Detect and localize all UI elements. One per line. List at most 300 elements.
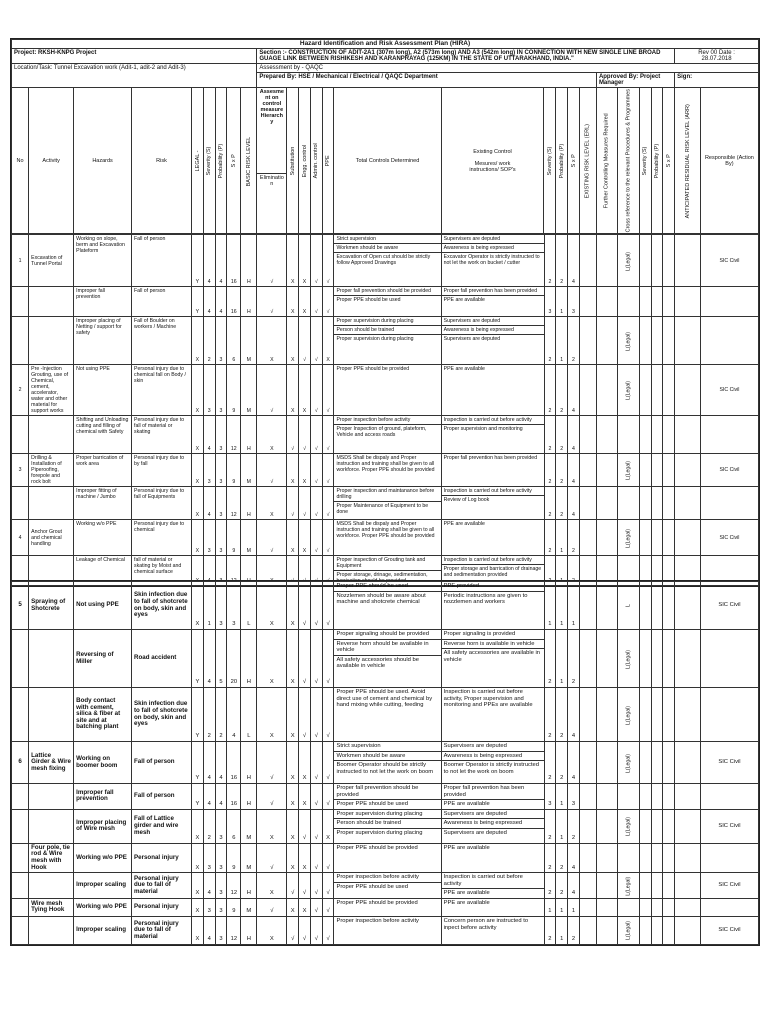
row-existing xyxy=(441,688,544,742)
row-e-probability: 1 xyxy=(556,287,568,317)
col-anticipated xyxy=(675,88,701,234)
row-probability: 2 xyxy=(215,688,227,742)
row-hazard: Improper fall prevention xyxy=(74,784,132,810)
row-severity: 4 xyxy=(203,916,215,944)
col-elimination: Elimination xyxy=(257,174,287,234)
row-controls xyxy=(334,809,441,843)
row-probability: 3 xyxy=(215,487,227,520)
row-a-severity xyxy=(639,365,651,416)
row-controls-line: Proper PPE should be used. Avoid direct use of cement and chemical by hand mixing while cutting, feeding xyxy=(336,689,433,709)
row-basic-risk: H xyxy=(241,873,257,899)
row-a-sxp xyxy=(663,688,675,742)
row-responsible xyxy=(700,487,758,520)
row-no xyxy=(12,287,29,317)
row-sxp: 16 xyxy=(227,742,241,784)
row-no xyxy=(12,317,29,365)
row-e-probability: 2 xyxy=(556,235,568,287)
row-existing xyxy=(441,630,544,688)
row-no xyxy=(12,630,29,688)
row-substitution: X xyxy=(287,520,299,556)
row-arr xyxy=(675,916,701,944)
row-probability: 4 xyxy=(215,784,227,810)
row-existing-line: Proper storage and barrication of drainage and sedimentation provided xyxy=(443,566,542,579)
table-row xyxy=(12,416,759,454)
row-engg: √ xyxy=(299,416,311,454)
instructions-label: instructions/ SOP's xyxy=(469,166,516,173)
row-existing-line: Supervisers are deputed xyxy=(442,810,544,820)
row-e-severity: 2 xyxy=(544,317,556,365)
row-e-sxp: 2 xyxy=(568,317,580,365)
row-further xyxy=(597,317,618,365)
row-crossref: L(Legal) xyxy=(618,809,639,843)
row-controls-line: Proper signaling should be provided xyxy=(334,630,440,640)
row-risk: Fall of person xyxy=(132,287,192,317)
row-a-probability xyxy=(651,416,663,454)
row-existing-line: Proper supervision and monitoring xyxy=(443,426,523,433)
row-risk: Personal injury xyxy=(132,898,192,916)
row-controls-line: All safety accessories should be available in vehicle xyxy=(336,656,419,670)
row-existing-line: PPE are available xyxy=(443,801,490,808)
row-sxp: 9 xyxy=(227,843,241,872)
table-row xyxy=(12,487,759,520)
row-further xyxy=(597,487,618,520)
row-e-severity: 2 xyxy=(544,520,556,556)
row-probability: 3 xyxy=(215,582,227,630)
row-existing-line: PPE are available xyxy=(443,521,485,528)
row-controls-line: Proper supervision during placing xyxy=(334,317,440,326)
row-admin: √ xyxy=(310,843,322,872)
row-basic-risk: H xyxy=(241,416,257,454)
row-no xyxy=(12,784,29,810)
row-basic-risk: H xyxy=(241,742,257,784)
row-crossref xyxy=(618,843,639,872)
row-e-sxp: 4 xyxy=(568,416,580,454)
row-existing-line: Proper fall prevention has been provided xyxy=(442,784,544,800)
row-responsible: SIC Civil xyxy=(700,365,758,416)
row-basic-risk: H xyxy=(241,784,257,810)
row-basic-risk: M xyxy=(241,843,257,872)
row-legal: X xyxy=(192,520,204,556)
row-controls xyxy=(334,784,441,810)
row-activity xyxy=(29,916,74,944)
row-no xyxy=(12,873,29,899)
row-no xyxy=(12,809,29,843)
row-existing-risk xyxy=(579,784,596,810)
row-controls xyxy=(334,873,441,899)
row-sxp: 6 xyxy=(227,317,241,365)
row-activity xyxy=(29,416,74,454)
row-responsible: SIC Civil xyxy=(700,582,758,630)
row-existing-line: Boomer Operator is strictly instructed to not let the work on boom xyxy=(443,762,539,775)
row-basic-risk: M xyxy=(241,317,257,365)
row-elimination: X xyxy=(257,916,287,944)
row-existing-risk xyxy=(579,873,596,899)
row-ppe: √ xyxy=(322,454,334,487)
row-no xyxy=(12,416,29,454)
row-probability: 3 xyxy=(215,873,227,899)
row-existing-line: PPE provided xyxy=(442,582,544,592)
row-severity: 4 xyxy=(203,784,215,810)
row-controls-line: Proper fall prevention should be provided xyxy=(334,784,440,800)
row-ppe: √ xyxy=(322,688,334,742)
row-activity xyxy=(29,809,74,843)
row-existing-risk xyxy=(579,287,596,317)
row-a-sxp xyxy=(663,520,675,556)
row-no xyxy=(12,898,29,916)
row-a-probability xyxy=(651,365,663,416)
row-no: 3 xyxy=(12,454,29,487)
row-a-sxp xyxy=(663,809,675,843)
row-responsible xyxy=(700,843,758,872)
row-probability: 4 xyxy=(215,235,227,287)
row-admin: √ xyxy=(310,317,322,365)
row-probability: 3 xyxy=(215,556,227,586)
row-risk: Skin infection due to fall of shotcrete on body, skin and eyes xyxy=(132,688,192,742)
row-e-probability: 2 xyxy=(556,454,568,487)
row-no: 6 xyxy=(12,742,29,784)
row-sxp: 12 xyxy=(227,416,241,454)
row-ppe: √ xyxy=(322,843,334,872)
row-a-severity xyxy=(639,520,651,556)
assessment-by: Assessment by - QAQC xyxy=(257,64,759,73)
row-severity: 4 xyxy=(203,235,215,287)
row-arr xyxy=(675,416,701,454)
table-row xyxy=(12,365,759,416)
row-sxp: 3 xyxy=(227,582,241,630)
row-engg: X xyxy=(299,843,311,872)
row-hazard: Body contact with cement, silica & fiber at site and at batching plant xyxy=(74,688,132,742)
row-ppe: √ xyxy=(322,365,334,416)
row-basic-risk: H xyxy=(241,630,257,688)
row-a-severity xyxy=(639,487,651,520)
row-a-severity xyxy=(639,416,651,454)
location-task: Location/Task: Tunnel Excavation work (Adit-1, adit-2 and Adit-3) xyxy=(12,64,257,88)
col-risk: Risk xyxy=(132,88,192,234)
row-basic-risk: H xyxy=(241,556,257,586)
row-responsible: SIC Civil xyxy=(700,235,758,287)
hira-sheet-page-1 xyxy=(10,38,760,587)
row-hazard: Proper barrication of work area xyxy=(74,454,132,487)
row-hazard: Improper placing of Netting / support for safety xyxy=(74,317,132,365)
table-row xyxy=(12,742,759,784)
col-e-sxp: S x P xyxy=(568,88,580,234)
row-substitution: √ xyxy=(287,556,299,586)
row-controls-line: Proper fall prevention should be provided xyxy=(334,287,440,296)
row-a-probability xyxy=(651,809,663,843)
row-legal: X xyxy=(192,843,204,872)
row-hazard: Working w/o PPE xyxy=(74,898,132,916)
row-controls-line: MSDS Shall be dispaly and Proper instruction and training shall be given to all workforce. Proper PPE should be provided xyxy=(336,455,435,474)
row-engg: √ xyxy=(299,916,311,944)
col-a-severity: Severity (S) xyxy=(639,88,651,234)
row-risk: Personal injury due to chemical fall on Body / skin xyxy=(132,365,192,416)
row-legal: X xyxy=(192,809,204,843)
row-arr xyxy=(675,317,701,365)
row-activity: Four pole, tie rod & Wire mesh with Hook xyxy=(29,843,74,872)
row-existing-line: Supervisers are deputed xyxy=(443,829,507,836)
row-sxp: 9 xyxy=(227,365,241,416)
row-e-sxp: 4 xyxy=(568,454,580,487)
row-existing-line: Inspection is carried out before activity xyxy=(442,556,544,565)
row-activity: Drilling & Installation of Piperoofing, forepole and rock bolt xyxy=(29,454,74,487)
row-further xyxy=(597,916,618,944)
row-existing xyxy=(441,287,544,317)
existing-control-label: Existing Control xyxy=(473,148,512,155)
row-substitution: X xyxy=(287,582,299,630)
row-existing-line: PPE are available xyxy=(443,890,490,897)
row-e-sxp: 2 xyxy=(568,630,580,688)
row-elimination: X xyxy=(257,630,287,688)
row-existing xyxy=(441,784,544,810)
row-sxp: 12 xyxy=(227,873,241,899)
row-crossref xyxy=(618,784,639,810)
row-admin: √ xyxy=(310,235,322,287)
row-elimination: X xyxy=(257,688,287,742)
row-severity: 3 xyxy=(203,520,215,556)
row-responsible: SIC Civil xyxy=(700,916,758,944)
row-controls-line: Workmen should be aware xyxy=(334,752,440,762)
row-existing-line: Awareness is being expressed xyxy=(442,819,544,829)
row-hazard: Working w/o PPE xyxy=(74,843,132,872)
row-existing-line: Excavator Operator is strictly instructed to not let the work on bucket / cutter xyxy=(443,254,540,267)
row-e-sxp: 2 xyxy=(568,916,580,944)
row-arr xyxy=(675,454,701,487)
row-a-probability xyxy=(651,843,663,872)
row-a-sxp xyxy=(663,630,675,688)
hira-header-table xyxy=(11,39,759,234)
row-activity: Excavation of Tunnel Portal xyxy=(29,235,74,287)
row-existing-risk xyxy=(579,630,596,688)
row-ppe: X xyxy=(322,809,334,843)
row-a-severity xyxy=(639,873,651,899)
row-hazard: Not using PPE xyxy=(74,365,132,416)
row-legal: X xyxy=(192,556,204,586)
row-existing-line: Reverse horn is available in vehicle xyxy=(442,640,544,650)
row-arr xyxy=(675,287,701,317)
col-admin: Admin. control xyxy=(310,88,322,234)
approved-by: Approved By: Project Manager xyxy=(596,73,674,88)
row-crossref xyxy=(618,898,639,916)
row-no: 1 xyxy=(12,235,29,287)
row-a-sxp xyxy=(663,416,675,454)
row-further xyxy=(597,873,618,899)
row-severity: 4 xyxy=(203,556,215,586)
row-existing xyxy=(441,843,544,872)
row-arr xyxy=(675,898,701,916)
row-legal: X xyxy=(192,898,204,916)
row-e-severity: 1 xyxy=(544,898,556,916)
row-a-probability xyxy=(651,287,663,317)
row-admin: √ xyxy=(310,487,322,520)
col-crossref: Cross reference to the relevant Procedures & Programmes xyxy=(618,88,639,234)
row-risk: Personal injury due to by fall xyxy=(132,454,192,487)
row-admin: √ xyxy=(310,873,322,899)
row-elimination: √ xyxy=(257,235,287,287)
row-substitution: √ xyxy=(287,416,299,454)
row-severity: 3 xyxy=(203,843,215,872)
table-row xyxy=(12,784,759,810)
row-a-severity xyxy=(639,688,651,742)
table-row xyxy=(12,843,759,872)
row-controls-line: Proper storage, drinage, sedimentation, barrication should be provided xyxy=(336,572,428,585)
row-controls-line: Proper supervision during placing xyxy=(336,336,414,343)
row-e-sxp: 4 xyxy=(568,742,580,784)
row-legal: X xyxy=(192,916,204,944)
row-hazard: Working w/o PPE xyxy=(74,520,132,556)
row-controls-line: Strict supervision xyxy=(334,235,440,244)
row-substitution: X xyxy=(287,688,299,742)
table-row xyxy=(12,287,759,317)
row-existing-line: PPE are available xyxy=(443,366,485,373)
row-a-severity xyxy=(639,235,651,287)
row-existing-line: All safety accessories are available in vehicle xyxy=(443,650,540,663)
row-admin: √ xyxy=(310,520,322,556)
col-responsible: Responsible (Action By) xyxy=(700,88,758,234)
row-elimination: X xyxy=(257,873,287,899)
row-further xyxy=(597,742,618,784)
row-engg: X xyxy=(299,520,311,556)
row-responsible: SIC Civil xyxy=(700,809,758,843)
row-a-probability xyxy=(651,916,663,944)
row-engg: √ xyxy=(299,630,311,688)
row-risk: Fall of person xyxy=(132,784,192,810)
row-controls-line: Proper supervision during placing xyxy=(334,810,440,820)
row-sxp: 4 xyxy=(227,688,241,742)
table-row xyxy=(12,235,759,287)
row-engg: X xyxy=(299,287,311,317)
table-row xyxy=(12,873,759,899)
row-responsible: SIC Civil xyxy=(700,873,758,899)
row-e-probability: 1 xyxy=(556,916,568,944)
row-substitution: X xyxy=(287,287,299,317)
row-hazard: Improper fitting of machine / Jumbo xyxy=(74,487,132,520)
row-a-probability xyxy=(651,487,663,520)
row-controls-line: Proper PPE should be used xyxy=(336,297,401,304)
row-engg: √ xyxy=(299,317,311,365)
row-ppe: √ xyxy=(322,582,334,630)
row-a-sxp xyxy=(663,287,675,317)
row-severity: 4 xyxy=(203,416,215,454)
row-e-probability: 1 xyxy=(556,809,568,843)
row-hazard: Working on slope, berm and Excavation Plateform xyxy=(74,235,132,287)
row-ppe: √ xyxy=(322,556,334,586)
row-e-severity: 2 xyxy=(544,454,556,487)
sign-label: Sign: xyxy=(675,73,759,88)
row-controls-line: Proper inspection of Grouting tank and Equipment xyxy=(334,556,440,571)
row-admin: √ xyxy=(310,630,322,688)
row-controls xyxy=(334,520,441,556)
row-further xyxy=(597,520,618,556)
row-activity xyxy=(29,784,74,810)
col-severity: Severity (S) xyxy=(203,88,215,234)
row-substitution: X xyxy=(287,630,299,688)
row-controls-line: Proper PPE should be provided xyxy=(336,366,410,373)
row-existing-line: Inspection is carried out before activity, Proper supervision and monitoring and PPEs are available xyxy=(443,689,533,709)
row-substitution: X xyxy=(287,742,299,784)
row-substitution: X xyxy=(287,454,299,487)
row-severity: 1 xyxy=(203,582,215,630)
row-e-probability: 1 xyxy=(556,556,568,586)
row-risk: Personal injury due to fall of material xyxy=(132,873,192,899)
row-substitution: √ xyxy=(287,916,299,944)
row-admin: √ xyxy=(310,784,322,810)
row-responsible xyxy=(700,287,758,317)
col-existing-risk: EXISTING RISK LEVEL (ERL) xyxy=(579,88,596,234)
row-ppe: √ xyxy=(322,520,334,556)
row-a-probability xyxy=(651,630,663,688)
row-hazard: Not using PPE xyxy=(74,582,132,630)
row-severity: 3 xyxy=(203,365,215,416)
row-admin: √ xyxy=(310,365,322,416)
row-a-sxp xyxy=(663,916,675,944)
row-ppe: √ xyxy=(322,487,334,520)
row-legal: X xyxy=(192,487,204,520)
row-controls-line: Proper PPE should be used xyxy=(334,582,440,592)
row-arr xyxy=(675,235,701,287)
row-e-probability: 1 xyxy=(556,898,568,916)
row-substitution: X xyxy=(287,898,299,916)
row-e-severity: 3 xyxy=(544,287,556,317)
risk-level-label: RISK LEVEL (ARR) xyxy=(684,103,691,152)
row-a-probability xyxy=(651,898,663,916)
row-controls xyxy=(334,630,441,688)
col-total-controls: Total Controls Determined xyxy=(334,88,441,234)
row-engg: X xyxy=(299,454,311,487)
row-legal: Y xyxy=(192,630,204,688)
row-admin: √ xyxy=(310,898,322,916)
row-controls-line: Proper inspection before activity xyxy=(334,416,440,425)
row-e-probability: 1 xyxy=(556,520,568,556)
row-controls xyxy=(334,742,441,784)
row-elimination: X xyxy=(257,317,287,365)
row-basic-risk: M xyxy=(241,365,257,416)
row-a-sxp xyxy=(663,235,675,287)
row-sxp: 9 xyxy=(227,898,241,916)
row-risk: Personal injury due to fall of material or skating xyxy=(132,416,192,454)
row-further xyxy=(597,365,618,416)
row-e-severity: 1 xyxy=(544,582,556,630)
row-e-severity: 3 xyxy=(544,784,556,810)
row-engg: √ xyxy=(299,809,311,843)
row-a-probability xyxy=(651,742,663,784)
row-no xyxy=(12,487,29,520)
row-ppe: √ xyxy=(322,916,334,944)
row-sxp: 20 xyxy=(227,630,241,688)
row-ppe: √ xyxy=(322,873,334,899)
row-controls xyxy=(334,487,441,520)
row-e-sxp: 4 xyxy=(568,873,580,899)
row-hazard: Shifting and Unloading cutting and filling of chemical with Safety xyxy=(74,416,132,454)
row-existing-risk xyxy=(579,520,596,556)
row-existing xyxy=(441,317,544,365)
row-risk: Road accident xyxy=(132,630,192,688)
row-basic-risk: H xyxy=(241,235,257,287)
row-controls-line: Proper inspection and maintanance before drilling xyxy=(334,487,440,502)
row-e-probability: 1 xyxy=(556,317,568,365)
row-ppe: √ xyxy=(322,742,334,784)
row-ppe: √ xyxy=(322,416,334,454)
row-crossref: L xyxy=(618,582,639,630)
row-legal: Y xyxy=(192,688,204,742)
row-existing-risk xyxy=(579,454,596,487)
row-a-sxp xyxy=(663,454,675,487)
row-legal: X xyxy=(192,873,204,899)
row-existing-line: Proper signaling is provided xyxy=(442,630,544,640)
row-responsible: SIC Civil xyxy=(700,454,758,487)
row-existing-risk xyxy=(579,317,596,365)
row-engg: X xyxy=(299,742,311,784)
col-hierarchy: Assesment on control measure Hierarchy xyxy=(257,88,287,174)
